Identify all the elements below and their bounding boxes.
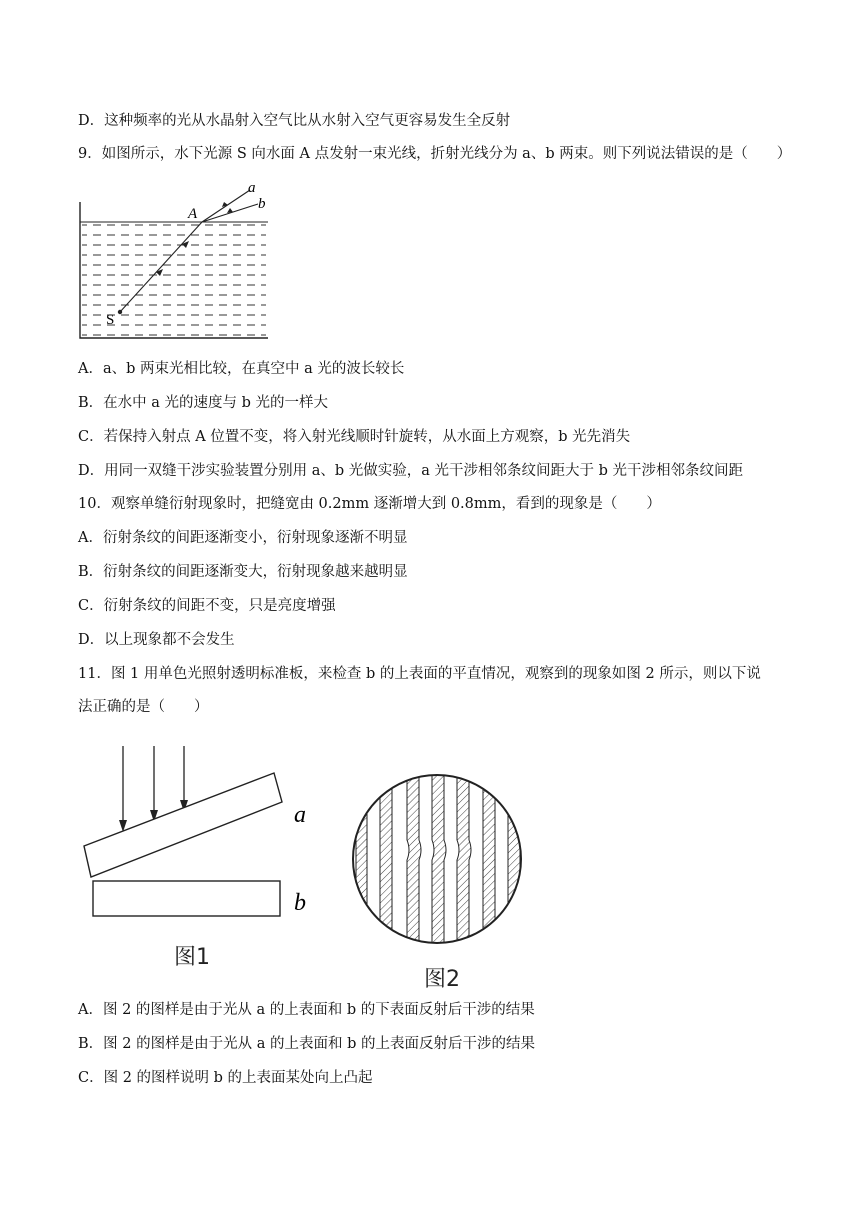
q8-option-d: D．这种频率的光从水晶射入空气比从水射入空气更容易发生全反射 [78, 113, 511, 129]
fringe-7 [508, 762, 520, 962]
q9-option-c: C．若保持入射点 A 位置不变，将入射光线顺时针旋转，从水面上方观察，b 光先消失 [78, 429, 631, 445]
q10-option-d: D．以上现象都不会发生 [78, 632, 235, 648]
q11-option-b: B．图 2 的图样是由于光从 a 的上表面和 b 的上表面反射后干涉的结果 [78, 1036, 535, 1052]
plate-b [93, 881, 280, 916]
fringe-4 [432, 762, 446, 962]
q11-figure-2 [350, 742, 530, 994]
label-a-point: A [188, 206, 198, 222]
q9-option-d: D．用同一双缝干涉实验装置分别用 a、b 光做实验，a 光干涉相邻条纹间距大于 b 光干涉相邻条纹间距 [78, 463, 744, 479]
q11-option-a: A．图 2 的图样是由于光从 a 的上表面和 b 的下表面反射后干涉的结果 [78, 1002, 535, 1018]
q11-option-c: C．图 2 的图样说明 b 的上表面某处向上凸起 [78, 1070, 373, 1086]
label-ray-a: a [248, 180, 256, 196]
q11-stem-line2: 法正确的是（ ） [78, 699, 209, 715]
q10-option-a: A．衍射条纹的间距逐渐变小，衍射现象逐渐不明显 [78, 530, 408, 546]
q10-option-b: B．衍射条纹的间距逐渐变大，衍射现象越来越明显 [78, 564, 408, 580]
ray-a [202, 190, 250, 222]
fringe-5 [457, 762, 471, 962]
q10-stem: 10．观察单缝衍射现象时，把缝宽由 0.2mm 逐渐增大到 0.8mm，看到的现象是（ ） [78, 496, 661, 512]
q9-refraction-figure [78, 180, 278, 342]
label-ray-b: b [258, 196, 266, 212]
fringe-1 [356, 762, 367, 962]
label-plate-a: a [294, 802, 306, 828]
label-s: S [106, 312, 115, 328]
plate-a [84, 773, 282, 877]
q9-option-a: A．a、b 两束光相比较，在真空中 a 光的波长较长 [78, 361, 405, 377]
figure1-caption: 图1 [174, 945, 210, 970]
light-source-dot [118, 310, 122, 314]
figure2-caption: 图2 [424, 967, 460, 992]
q10-option-c: C．衍射条纹的间距不变，只是亮度增强 [78, 598, 336, 614]
fringe-3 [407, 762, 421, 962]
q9-option-b: B．在水中 a 光的速度与 b 光的一样大 [78, 395, 329, 411]
q9-stem: 9．如图所示，水下光源 S 向水面 A 点发射一束光线，折射光线分为 a、b 两束。则下列说法错误的是（ ） [78, 146, 792, 162]
q11-stem-line1: 11．图 1 用单色光照射透明标准板，来检查 b 的上表面的平直情况，观察到的现象如图 2 所示，则以下说 [78, 666, 761, 682]
label-plate-b: b [294, 890, 306, 916]
q11-figure-1 [78, 742, 318, 974]
ray-b [202, 204, 258, 222]
